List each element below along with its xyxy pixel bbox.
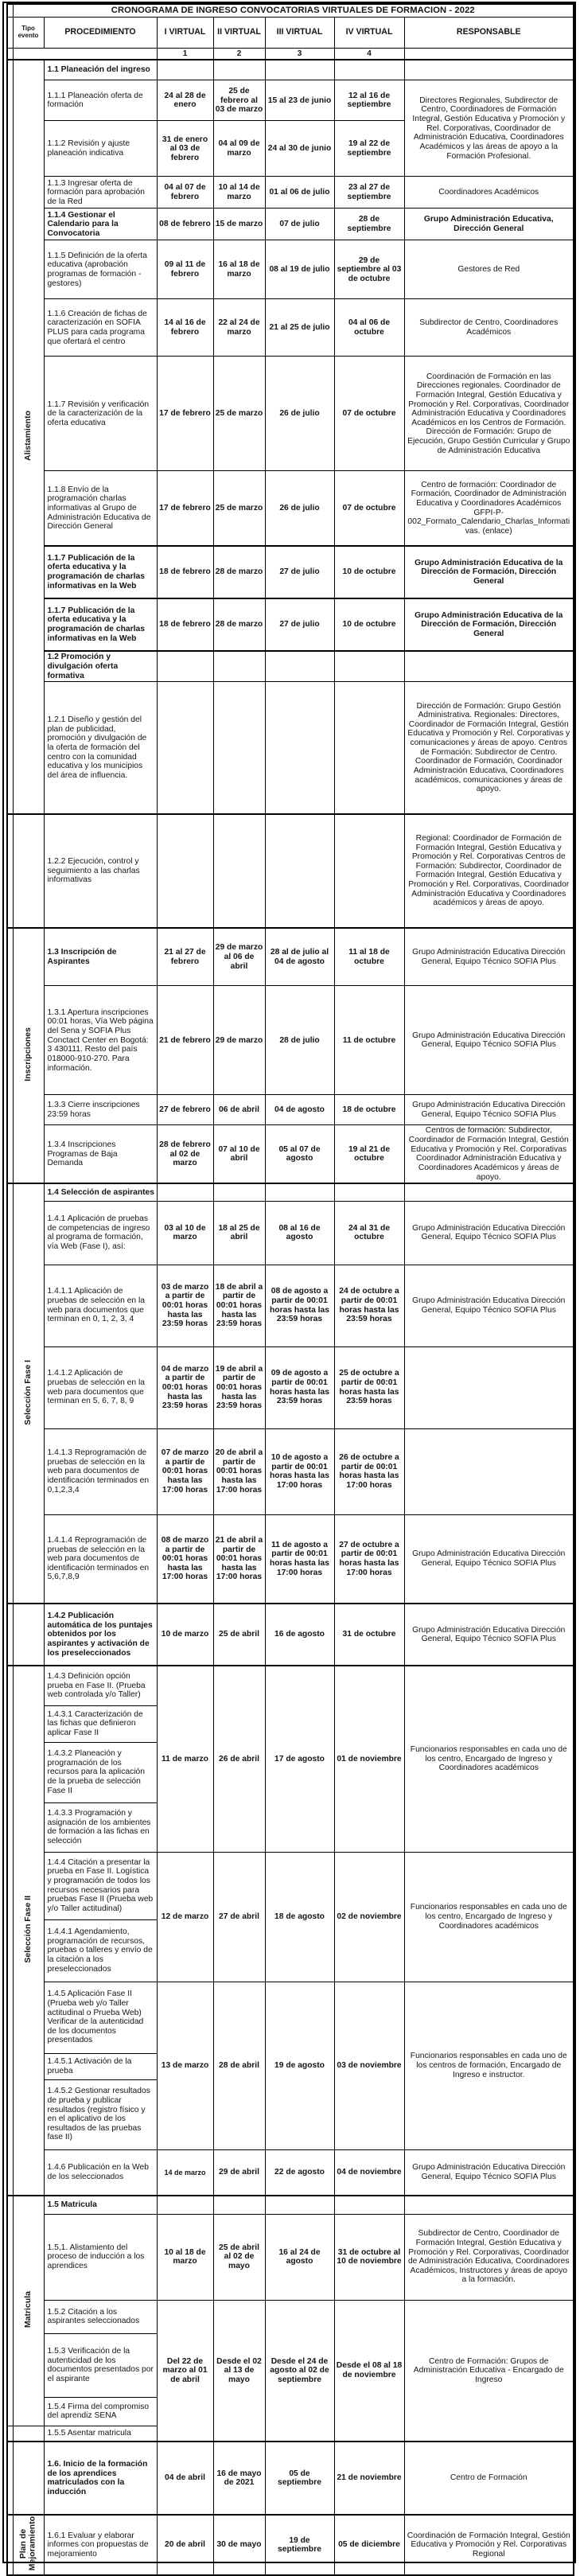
- 1-1-7-publicacion-a-v4: 10 de octubre: [334, 546, 404, 598]
- 1-4-2-v2: 25 de abril: [213, 1604, 265, 1666]
- 1-6-resp: Centro de Formación: [404, 2442, 574, 2515]
- row-1-3-1: [7, 986, 574, 1095]
- row-1-4-1-3: [7, 1428, 574, 1514]
- 1-4-5-v4: 03 de noviembre: [334, 1982, 404, 2149]
- 1-3-4-v1: 28 de febrero al 02 de marzo: [157, 1125, 213, 1183]
- 1-3-1-v4: 11 de octubre: [334, 986, 404, 1095]
- 1-4-1-3-v2: 20 de abril a partir de 00:01 horas hasta las 17:00 horas: [213, 1428, 265, 1514]
- 1-3-1-v2: 29 de marzo: [213, 986, 265, 1095]
- row-1-1-4: [7, 208, 574, 240]
- header-col-tipo-evento: Tipo evento: [13, 17, 44, 48]
- 1-4-2-v4: 31 de octubre: [334, 1604, 404, 1666]
- 1-1-1-proc: 1.1.1 Planeación oferta de formación: [44, 80, 157, 121]
- 1-4-4-resp: Funcionarios responsables en cada uno de los centro, Encargado de Ingreso y Coordinadores académicos: [404, 1852, 574, 1982]
- 1-1-7-publicacion-b-v4: 10 de octubre: [334, 598, 404, 651]
- 1-4-5-proc: 1.4.5 Aplicación Fase II (Prueba web y/o Taller actitudinal o Prueba Web) Verificar de la autenticidad de los documentos presentados: [44, 1982, 157, 2053]
- 1-4-5-1-proc: 1.4.5.1 Activación de la prueba: [44, 2053, 157, 2079]
- row-1-4-1-4: [7, 1514, 574, 1604]
- 1-5-5-margin: [7, 2426, 13, 2442]
- 1-1-7-revision-v4: 07 de octubre: [334, 357, 404, 471]
- 1-4-5-v1: 13 de marzo: [157, 1982, 213, 2149]
- row-1-4-1: [7, 1201, 574, 1265]
- sec-1-5-v2: [213, 2196, 265, 2214]
- sec-1-4-margin: [7, 1183, 13, 1604]
- row-sec-1-3: [7, 928, 574, 986]
- 1-3-3-v2: 06 de abril: [213, 1095, 265, 1125]
- sec-1-4-v2: [213, 1183, 265, 1201]
- 1-6-v3: 05 de septiembre: [265, 2442, 334, 2515]
- 1-4-1-3-proc: 1.4.1.3 Reprogramación de pruebas de selección en la web para documentos de identificación terminados en 0,1,2,3,4: [44, 1428, 157, 1514]
- numbers-margin: [7, 48, 13, 60]
- row-1-4-4: [7, 1852, 574, 1919]
- 1-1-2-proc: 1.1.2 Revisión y ajuste planeación indicativa: [44, 121, 157, 177]
- 1-4-3-1-proc: 1.4.3.1 Caracterización de las fichas que definieron aplicar Fase II: [44, 1705, 157, 1742]
- 1-6-v1: 04 de abril: [157, 2442, 213, 2515]
- numbers-num-2: 2: [213, 48, 265, 60]
- 1-2-1-v4: [334, 682, 404, 814]
- cronograma-rows: [7, 4, 574, 2575]
- 1-4-1-2-v2: 19 de abril a partir de 00:01 horas hasta las 23:59 horas: [213, 1346, 265, 1428]
- 1-5-2-v4: Desde el 08 al 18 de noviembre: [334, 2300, 404, 2442]
- 1-1-7-revision-proc: 1.1.7 Revisión y verificación de la caracterización de la oferta educativa: [44, 357, 157, 471]
- numbers-num-1: 1: [157, 48, 213, 60]
- sec-1-3-v1: 21 al 27 de febrero: [157, 928, 213, 986]
- sec-1-1-margin: [7, 60, 13, 814]
- sec-1-2-v2: [213, 651, 265, 682]
- 1-4-1-3-v3: 10 de agosto a partir de 00:01 horas hasta las 17:00 horas: [265, 1428, 334, 1514]
- 1-1-6-v2: 22 al 24 de marzo: [213, 299, 265, 357]
- 1-1-7-publicacion-a-v1: 18 de febrero: [157, 546, 213, 598]
- sec-1-3-resp: Grupo Administración Educativa Dirección General, Equipo Técnico SOFIA Plus: [404, 928, 574, 986]
- 1-3-4-v2: 07 al 10 de abril: [213, 1125, 265, 1183]
- 1-4-3-margin: [7, 1666, 13, 2196]
- 1-4-1-v3: 08 al 16 de agosto: [265, 1201, 334, 1265]
- sec-1-1-v1: [157, 60, 213, 80]
- 1-5-1-v2: 25 de abril al 02 de mayo: [213, 2214, 265, 2300]
- 1-1-2-v3: 24 al 30 de junio: [265, 121, 334, 177]
- 1-6-1-proc: 1.6.1 Evaluar y elaborar informes con propuestas de mejoramiento: [44, 2515, 157, 2575]
- sec-1-1-v3: [265, 60, 334, 80]
- 1-3-3-v3: 04 de agosto: [265, 1095, 334, 1125]
- 1-6-proc: 1.6. Inicio de la formación de los aprendices matriculados con la inducción: [44, 2442, 157, 2515]
- 1-3-4-proc: 1.3.4 Inscripciones Programas de Baja Demanda: [44, 1125, 157, 1183]
- row-1-1-7-publicacion-b: [7, 598, 574, 651]
- 1-5-1-v4: 31 de octubre al 10 de noviembre: [334, 2214, 404, 2300]
- sec-1-1-tipo-alistamiento: Alistamiento: [13, 60, 44, 814]
- 1-6-1-v1: 20 de abril: [157, 2515, 213, 2575]
- 1-4-1-4-v4: 27 de octubre a partir de 00:01 horas hasta las 17:00 horas: [334, 1514, 404, 1604]
- sec-1-3-margin: [7, 928, 13, 1183]
- 1-4-1-2-proc: 1.4.1.2 Aplicación de pruebas de selección en la web para documentos que terminan en 5, 6, 7, 8, 9: [44, 1346, 157, 1428]
- header-col-responsable: RESPONSABLE: [404, 17, 574, 48]
- 1-1-7-revision-v1: 17 de febrero: [157, 357, 213, 471]
- row-1-2-1: [7, 682, 574, 814]
- 1-2-1-v1: [157, 682, 213, 814]
- row-1-4-6: [7, 2149, 574, 2196]
- 1-2-1-v2: [213, 682, 265, 814]
- row-1-1-6: [7, 299, 574, 357]
- 1-4-1-v2: 18 al 25 de abril: [213, 1201, 265, 1265]
- sec-1-1-proc: 1.1 Planeación del ingreso: [44, 60, 157, 80]
- 1-1-7-publicacion-a-resp: Grupo Administración Educativa de la Dirección de Formación, Dirección General: [404, 546, 574, 598]
- title-row-margin: [7, 4, 13, 17]
- row-sec-1-5: [7, 2196, 574, 2214]
- 1-4-4-v1: 12 de marzo: [157, 1852, 213, 1982]
- row-1-1-1: [7, 80, 574, 121]
- sec-1-4-v3: [265, 1183, 334, 1201]
- 1-1-4-proc: 1.1.4 Gestionar el Calendario para la Convocatoria: [44, 208, 157, 240]
- 1-4-6-resp: Grupo Administración Educativa Dirección General, Equipo Técnico SOFIA Plus: [404, 2149, 574, 2196]
- 1-4-3-proc: 1.4.3 Definición opción prueba en Fase II. (Prueba web controlada y/o Taller): [44, 1666, 157, 1705]
- 1-1-7-publicacion-b-v2: 28 de marzo: [213, 598, 265, 651]
- 1-2-2-v1: [157, 814, 213, 928]
- 1-1-1-v3: 15 al 23 de junio: [265, 80, 334, 121]
- 1-5-2-v2: Desde el 02 al 13 de mayo: [213, 2300, 265, 2442]
- 1-4-3-v4: 01 de noviembre: [334, 1666, 404, 1852]
- 1-1-2-v2: 04 al 09 de marzo: [213, 121, 265, 177]
- row-1-1-7-publicacion-a: [7, 546, 574, 598]
- 1-5-1-resp: Subdirector de Centro, Coordinador de Formación Integral, Gestión Educativa y Promoción y Rel. Corporativas, Coordinador de Administración Educativa, Coordinadores Académicos, Instructores y áreas de apoyo a la formación.: [404, 2214, 574, 2300]
- 1-1-7-publicacion-a-proc: 1.1.7 Publicación de la oferta educativa y la programación de charlas informativas en la Web: [44, 546, 157, 598]
- 1-6-1-v3: 19 de septiembre: [265, 2515, 334, 2575]
- sec-1-3-v3: 28 al de julio al 04 de agosto: [265, 928, 334, 986]
- 1-2-2-tipo-empty: [13, 814, 44, 928]
- 1-2-2-v4: [334, 814, 404, 928]
- 1-4-4-1-proc: 1.4.4.1 Agendamiento, programación de recursos, pruebas o talleres y envío de la citación a los preseleccionados: [44, 1919, 157, 1982]
- 1-6-1-tipo-plan-de-mejoramiento: Plan de Mejoramiento: [13, 2515, 44, 2575]
- row-header: [7, 17, 574, 48]
- sec-1-5-v1: [157, 2196, 213, 2214]
- 1-1-3-resp: Coordinadores Académicos: [404, 177, 574, 208]
- 1-4-1-4-resp: Grupo Administración Educativa Dirección General, Equipo Técnico SOFIA Plus: [404, 1514, 574, 1604]
- 1-1-7-publicacion-b-v1: 18 de febrero: [157, 598, 213, 651]
- 1-6-1-resp: Coordinación de Formación Integral, Gestión Educativa y Promoción y Rel. Corporativas Regional: [404, 2515, 574, 2575]
- row-1-2-2: [7, 814, 574, 928]
- 1-1-6-v1: 14 al 16 de febrero: [157, 299, 213, 357]
- 1-4-3-v1: 11 de marzo: [157, 1666, 213, 1852]
- 1-5-1-proc: 1.5,1. Alistamiento del proceso de inducción a los aprendices: [44, 2214, 157, 2300]
- 1-1-7-publicacion-a-v2: 28 de marzo: [213, 546, 265, 598]
- 1-1-8-resp[interactable]: Centro de formación: Coordinador de Formación, Coordinador de Administración Educativa y Coordinadores Académicos GFPI-P-002_Formato_Calendario_Charlas_Informativas. (enlace): [404, 471, 574, 546]
- 1-1-4-v2: 15 de marzo: [213, 208, 265, 240]
- row-1-4-1-2: [7, 1346, 574, 1428]
- 1-1-4-v4: 28 de septiembre: [334, 208, 404, 240]
- row-sec-1-2: [7, 651, 574, 682]
- sec-1-5-v3: [265, 2196, 334, 2214]
- 1-2-1-v3: [265, 682, 334, 814]
- cronograma-table: [6, 3, 574, 2576]
- numbers-num-4: 4: [334, 48, 404, 60]
- 1-1-1-v1: 24 al 28 de enero: [157, 80, 213, 121]
- 1-4-3-tipo-seleccion-fase-ii: Selección Fase II: [13, 1666, 44, 2196]
- row-sec-1-1: [7, 60, 574, 80]
- 1-4-4-v2: 27 de abril: [213, 1852, 265, 1982]
- 1-1-7-publicacion-b-resp: Grupo Administración Educativa de la Dirección de Formación, Dirección General: [404, 598, 574, 651]
- header-col-iv-virtual: IV VIRTUAL: [334, 17, 404, 48]
- 1-1-3-v1: 04 al 07 de febrero: [157, 177, 213, 208]
- 1-1-7-publicacion-a-v3: 27 de julio: [265, 546, 334, 598]
- 1-1-3-v2: 10 al 14 de marzo: [213, 177, 265, 208]
- 1-2-1-proc: 1.2.1 Diseño y gestión del plan de publicidad, promoción y divulgación de la oferta de formación del centro con la comunidad educativa y los municipios del área de influencia.: [44, 682, 157, 814]
- sec-1-2-proc: 1.2 Promoción y divulgación oferta formativa: [44, 651, 157, 682]
- sec-1-3-tipo-inscripciones: Inscripciones: [13, 928, 44, 1183]
- 1-2-2-resp: Regional: Coordinador de Formación de Formación Integral, Gestión Educativa y Promoción y Rel. Corporativas Centros de Formación: Subdirector, Coordinador de Formación Integral, Gestión Educativa y Promoción y Rel. Corporativas, Coordinador Administración Educativa y Coordinadores académicos y áreas de apoyo.: [404, 814, 574, 928]
- 1-5-3-proc: 1.5.3 Verificación de la autenticidad de los documentos presentados por el aspirante: [44, 2333, 157, 2397]
- 1-3-3-v4: 18 de octubre: [334, 1095, 404, 1125]
- 1-4-4-proc: 1.4.4 Citación a presentar la prueba en Fase II. Logística y programación de todos los recursos necesarios para pruebas Fase II (Prueba web y/o Taller actitudinal): [44, 1852, 157, 1919]
- 1-1-4-v1: 08 de febrero: [157, 208, 213, 240]
- row-sec-1-4: [7, 1183, 574, 1201]
- 1-4-2-v1: 10 de marzo: [157, 1604, 213, 1666]
- header-col-i-virtual: I VIRTUAL: [157, 17, 213, 48]
- 1-1-8-proc: 1.1.8 Envío de la programación charlas informativas al Grupo de Administración Educativa de Dirección General: [44, 471, 157, 546]
- row-1-4-3: [7, 1666, 574, 1705]
- 1-2-1-resp: Dirección de Formación: Grupo Gestión Administrativa. Regionales: Directores, Coordinador de Formación Integral, Gestión Educativa y Promoción y Rel. Corporativas y comunicaciones y áreas de apoyo. Centros de Formación: Subdirector de Centro. Coordinador de Formación, Coordinador Administración Educativa, Coordinadores académicos, comunicaciones y áreas de apoyo.: [404, 682, 574, 814]
- 1-4-1-2-resp: [404, 1346, 574, 1428]
- 1-5-2-resp: Centro de Formación: Grupos de Administración Educativa - Encargado de Ingreso: [404, 2300, 574, 2442]
- sec-1-1-resp: [404, 60, 574, 80]
- sec-1-3-v2: 29 de marzo al 06 de abril: [213, 928, 265, 986]
- 1-4-5-v3: 19 de agosto: [265, 1982, 334, 2149]
- document-page-frame: [2, 2, 576, 2571]
- 1-4-1-v4: 24 al 31 de octubre: [334, 1201, 404, 1265]
- sec-1-1-v2: [213, 60, 265, 80]
- 1-1-5-v4: 29 de septiembre al 03 de octubre: [334, 240, 404, 299]
- row-1-3-3: [7, 1095, 574, 1125]
- 1-1-1-v4: 12 al 16 de septiembre: [334, 80, 404, 121]
- 1-4-1-1-proc: 1.4.1.1 Aplicación de pruebas de selección en la web para documentos que terminan en 0, 1, 2, 3, 4: [44, 1265, 157, 1346]
- sec-1-1-v4: [334, 60, 404, 80]
- 1-4-1-v1: 03 al 10 de marzo: [157, 1201, 213, 1265]
- 1-4-3-2-proc: 1.4.3.2 Planeación y programación de los recursos para la aplicación de la prueba de selección Fase II: [44, 1742, 157, 1802]
- 1-4-6-proc: 1.4.6 Publicación en la Web de los seleccionados: [44, 2149, 157, 2196]
- sec-1-4-tipo-seleccion-fase-i: Selección Fase I: [13, 1183, 44, 1604]
- numbers-resp: [404, 48, 574, 60]
- 1-5-2-v3: Desde el 24 de agosto al 02 de septiembre: [265, 2300, 334, 2442]
- title-row-table-title: CRONOGRAMA DE INGRESO CONVOCATORIAS VIRTUALES DE FORMACION - 2022: [13, 4, 574, 17]
- numbers-label: [13, 48, 157, 60]
- 1-3-1-v1: 21 de febrero: [157, 986, 213, 1095]
- 1-1-8-v2: 25 de marzo: [213, 471, 265, 546]
- 1-4-1-4-proc: 1.4.1.4 Reprogramación de pruebas de selección en la web para documentos de identificación terminados en 5,6,7,8,9: [44, 1514, 157, 1604]
- row-title-row: [7, 4, 574, 17]
- 1-5-2-v1: Del 22 de marzo al 01 de abril: [157, 2300, 213, 2442]
- row-1-1-8: [7, 471, 574, 546]
- 1-4-2-v3: 16 de agosto: [265, 1604, 334, 1666]
- header-margin: [7, 17, 13, 48]
- 1-4-1-resp: Grupo Administración Educativa Dirección General, Equipo Técnico SOFIA Plus: [404, 1201, 574, 1265]
- 1-5-1-v1: 10 al 18 de marzo: [157, 2214, 213, 2300]
- 1-4-1-4-v3: 11 de agosto a partir de 00:01 horas hasta las 17:00 horas: [265, 1514, 334, 1604]
- 1-4-1-2-v3: 09 de agosto a partir de 00:01 horas hasta las 23:59 horas: [265, 1346, 334, 1428]
- 1-4-1-1-v1: 03 de marzo a partir de 00:01 horas hasta las 23:59 horas: [157, 1265, 213, 1346]
- 1-1-8-v4: 07 de octubre: [334, 471, 404, 546]
- row-1-1-3: [7, 177, 574, 208]
- 1-4-5-resp: Funcionarios responsables en cada uno de los centros de formación, Encargado de Ingreso e instructor.: [404, 1982, 574, 2149]
- 1-1-8-v3: 26 de julio: [265, 471, 334, 546]
- 1-1-3-proc: 1.1.3 Ingresar oferta de formación para aprobación de la Red: [44, 177, 157, 208]
- 1-6-1-v2: 30 de mayo: [213, 2515, 265, 2575]
- sec-1-4-proc: 1.4 Selección de aspirantes: [44, 1183, 157, 1201]
- 1-2-2-v3: [265, 814, 334, 928]
- sec-1-5-tipo-matricula: Matricula: [13, 2196, 44, 2426]
- 1-1-6-v4: 04 al 06 de octubre: [334, 299, 404, 357]
- 1-6-1-v4: 05 de diciembre: [334, 2515, 404, 2575]
- 1-4-6-v1: 14 de marzo: [157, 2149, 213, 2196]
- 1-4-2-margin: [7, 1604, 13, 1666]
- sec-1-3-v4: 11 al 18 de octubre: [334, 928, 404, 986]
- 1-6-tipo-empty: [13, 2442, 44, 2515]
- row-1-3-4: [7, 1125, 574, 1183]
- 1-6-margin: [7, 2442, 13, 2515]
- 1-4-2-resp: Grupo Administración Educativa Dirección General, Equipo Técnico SOFIA Plus: [404, 1604, 574, 1666]
- row-1-1-5: [7, 240, 574, 299]
- 1-4-5-2-proc: 1.4.5.2 Gestionar resultados de prueba y publicar resultados (registro físico y en el aplicativo de los resultados de las pruebas fase II): [44, 2079, 157, 2149]
- 1-4-1-3-v1: 07 de marzo a partir de 00:01 horas hasta las 17:00 horas: [157, 1428, 213, 1514]
- header-col-iii-virtual: III VIRTUAL: [265, 17, 334, 48]
- 1-2-2-margin: [7, 814, 13, 928]
- 1-4-3-3-proc: 1.4.3.3 Programación y asignación de los ambientes de formación a las fichas en selección: [44, 1802, 157, 1852]
- 1-6-v2: 16 de mayo de 2021: [213, 2442, 265, 2515]
- row-1-4-1-1: [7, 1265, 574, 1346]
- sec-1-2-v3: [265, 651, 334, 682]
- sec-1-2-resp: [404, 651, 574, 682]
- 1-4-1-2-v1: 04 de marzo a partir de 00:01 horas hasta las 23:59 horas: [157, 1346, 213, 1428]
- 1-4-2-proc: 1.4.2 Publicación automática de los puntajes obtenidos por los aspirantes y activación de los preseleccionados: [44, 1604, 157, 1666]
- row-1-1-7-revision: [7, 357, 574, 471]
- sec-1-5-proc: 1.5 Matricula: [44, 2196, 157, 2214]
- row-1-4-2: [7, 1604, 574, 1666]
- row-1-5-1: [7, 2214, 574, 2300]
- numbers-num-3: 3: [265, 48, 334, 60]
- row-1-6: [7, 2442, 574, 2515]
- 1-3-4-v3: 05 al 07 de agosto: [265, 1125, 334, 1183]
- 1-4-1-3-v4: 26 de octubre a partir de 00:01 horas hasta las 17:00 horas: [334, 1428, 404, 1514]
- 1-4-1-3-resp: [404, 1428, 574, 1514]
- 1-1-6-v3: 21 al 25 de julio: [265, 299, 334, 357]
- 1-4-4-v3: 18 de agosto: [265, 1852, 334, 1982]
- 1-1-5-v1: 09 al 11 de febrero: [157, 240, 213, 299]
- 1-4-1-4-v1: 08 de marzo a partir de 00:01 horas hasta las 17:00 horas: [157, 1514, 213, 1604]
- row-1-5-2: [7, 2300, 574, 2333]
- 1-4-1-2-v4: 25 de octubre a partir de 00:01 horas hasta las 23:59 horas: [334, 1346, 404, 1428]
- 1-1-5-v2: 16 al 18 de marzo: [213, 240, 265, 299]
- 1-1-2-v4: 19 al 22 de septiembre: [334, 121, 404, 177]
- 1-5-1-v3: 16 al 24 de agosto: [265, 2214, 334, 2300]
- row-1-4-5: [7, 1982, 574, 2053]
- 1-1-5-proc: 1.1.5 Definición de la oferta educativa (aprobación programas de formación - gestores): [44, 240, 157, 299]
- sec-1-5-resp: [404, 2196, 574, 2214]
- 1-4-1-4-v2: 21 de abril a partir de 00:01 horas hasta las 17:00 horas: [213, 1514, 265, 1604]
- header-col-ii-virtual: II VIRTUAL: [213, 17, 265, 48]
- 1-1-7-publicacion-b-proc: 1.1.7 Publicación de la oferta educativa y la programación de charlas informativas en la Web: [44, 598, 157, 651]
- 1-1-2-v1: 31 de enero al 03 de febrero: [157, 121, 213, 177]
- 1-1-5-resp: Gestores de Red: [404, 240, 574, 299]
- row-numbers: [7, 48, 574, 60]
- 1-1-8-v1: 17 de febrero: [157, 471, 213, 546]
- 1-1-7-publicacion-b-v3: 27 de julio: [265, 598, 334, 651]
- sec-1-5-margin: [7, 2196, 13, 2426]
- 1-4-1-proc: 1.4.1 Aplicación de pruebas de competencias de ingreso al programa de formación, vía Web (Fase I), así:: [44, 1201, 157, 1265]
- 1-3-1-v3: 28 de julio: [265, 986, 334, 1095]
- 1-4-1-1-resp: Grupo Administración Educativa Dirección General, Equipo Técnico SOFIA Plus: [404, 1265, 574, 1346]
- sec-1-4-resp: [404, 1183, 574, 1201]
- 1-4-6-v2: 29 de abril: [213, 2149, 265, 2196]
- 1-3-1-proc: 1.3.1 Apertura inscripciones 00:01 horas, Vía Web página del Sena y SOFIA Plus Conctact Center en Bogotá: 3 430111. Resto del país 018000-910-270. Para información.: [44, 986, 157, 1095]
- 1-4-2-tipo-empty: [13, 1604, 44, 1666]
- 1-1-7-revision-v2: 25 de marzo: [213, 357, 265, 471]
- 1-1-3-v4: 23 al 27 de septiembre: [334, 177, 404, 208]
- 1-3-4-resp: Centros de formación: Subdirector, Coordinador de Formación Integral, Gestión Educativa y Promoción y Rel. Corporativas Coordinador Administración Educativa y Coordinadores Académicos y áreas de apoyo.: [404, 1125, 574, 1183]
- 1-4-3-resp: Funcionarios responsables en cada uno de los centro, Encargado de Ingreso y Coordinadores académicos: [404, 1666, 574, 1852]
- 1-6-v4: 21 de noviembre: [334, 2442, 404, 2515]
- 1-1-5-v3: 08 al 19 de julio: [265, 240, 334, 299]
- 1-1-4-resp: Grupo Administración Educativa, Dirección General: [404, 208, 574, 240]
- 1-3-3-v1: 27 de febrero: [157, 1095, 213, 1125]
- sec-1-3-proc: 1.3 Inscripción de Aspirantes: [44, 928, 157, 986]
- 1-3-3-resp: Grupo Administración Educativa Dirección General, Equipo Técnico SOFIA Plus: [404, 1095, 574, 1125]
- 1-5-2-proc: 1.5.2 Citación a los aspirantes seleccionados: [44, 2300, 157, 2333]
- 1-3-4-v4: 19 al 21 de octubre: [334, 1125, 404, 1183]
- 1-2-2-proc: 1.2.2 Ejecución, control y seguimiento a las charlas informativas: [44, 814, 157, 928]
- 1-5-5-proc: 1.5.5 Asentar matricula: [44, 2426, 157, 2442]
- 1-4-3-v3: 17 de agosto: [265, 1666, 334, 1852]
- 1-4-3-v2: 26 de abril: [213, 1666, 265, 1852]
- 1-4-1-1-v3: 08 de agosto a partir de 00:01 horas hasta las 23:59 horas: [265, 1265, 334, 1346]
- sec-1-5-v4: [334, 2196, 404, 2214]
- 1-1-7-revision-v3: 26 de julio: [265, 357, 334, 471]
- sec-1-2-v4: [334, 651, 404, 682]
- 1-5-5-tipo-empty: [13, 2426, 44, 2442]
- 1-1-4-v3: 07 de julio: [265, 208, 334, 240]
- 1-1-6-resp: Subdirector de Centro, Coordinadores Académicos: [404, 299, 574, 357]
- 1-4-4-v4: 02 de noviembre: [334, 1852, 404, 1982]
- 1-4-1-1-v2: 18 de abril a partir de 00:01 horas hasta las 23:59 horas: [213, 1265, 265, 1346]
- header-col-procedimiento: PROCEDIMIENTO: [44, 17, 157, 48]
- sec-1-4-v4: [334, 1183, 404, 1201]
- 1-1-7-revision-resp: Coordinación de Formación en las Direcciones regionales. Coordinador de Formación Integral, Gestión Educativa y Promoción y Rel. Corporativas, Coordinador Administración Educativa y Coordinadores Académicos en los Centros de Formación. Dirección de Formación: Grupo de Ejecución, Grupo Gestión Curricular y Grupo de Administración Educativa: [404, 357, 574, 471]
- 1-4-6-v4: 04 de noviembre: [334, 2149, 404, 2196]
- 1-1-6-proc: 1.1.6 Creación de fichas de caracterización en SOFIA PLUS para cada programa que ofertará el centro: [44, 299, 157, 357]
- 1-4-5-v2: 28 de abril: [213, 1982, 265, 2149]
- 1-1-1-v2: 25 de febrero al 03 de marzo: [213, 80, 265, 121]
- 1-1-3-v3: 01 al 06 de julio: [265, 177, 334, 208]
- 1-1-1-resp: Directores Regionales, Subdirector de Centro, Coordinadores de Formación Integral, Gestión Educativa y Promoción y Rel. Corporativas, Coordinador de Administración Educativa, Coordinadores Académicos y las áreas de apoyo a la Formación Profesional.: [404, 80, 574, 177]
- 1-3-3-proc: 1.3.3 Cierre inscripciones 23:59 horas: [44, 1095, 157, 1125]
- sec-1-4-v1: [157, 1183, 213, 1201]
- 1-5-4-proc: 1.5.4 Firma del compromiso del aprendiz SENA: [44, 2397, 157, 2426]
- 1-4-6-v3: 22 de agosto: [265, 2149, 334, 2196]
- 1-2-2-v2: [213, 814, 265, 928]
- 1-4-1-1-v4: 24 de octubre a partir de 00:01 horas hasta las 23:59 horas: [334, 1265, 404, 1346]
- sec-1-2-v1: [157, 651, 213, 682]
- 1-3-1-resp: Grupo Administración Educativa Dirección General, Equipo Técnico SOFIA Plus: [404, 986, 574, 1095]
